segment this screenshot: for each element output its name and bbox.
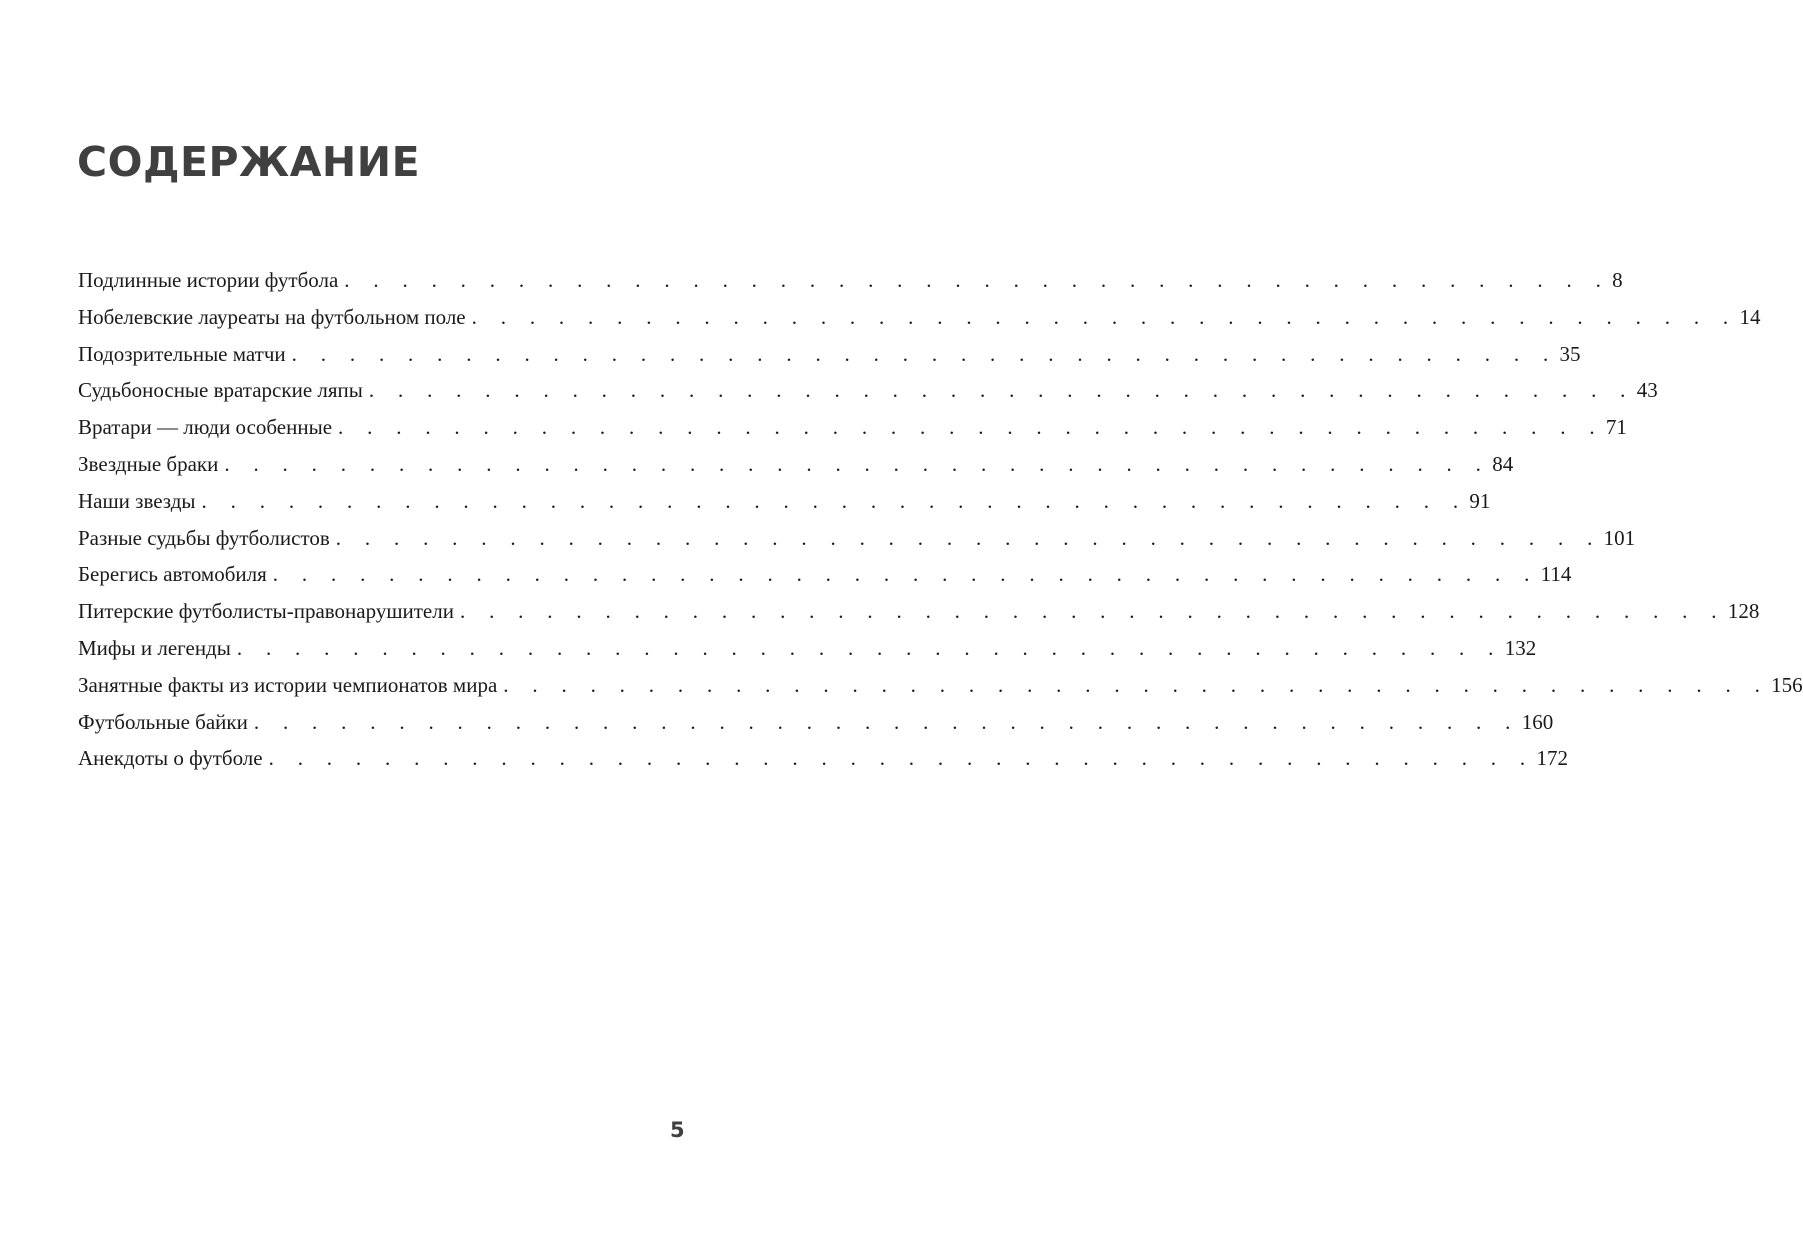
toc-entry[interactable] xyxy=(78,446,1514,483)
toc-entry[interactable] xyxy=(78,299,1761,336)
toc-entry-page: 43 xyxy=(1636,378,1658,403)
toc-entry-page: 156 xyxy=(1771,672,1803,697)
dot-leader: . . . . . . . . . . . . . . . . . . . . . . . . . . . . . . . . . . . . . . . . . . . . xyxy=(201,488,1468,513)
dot-leader: . . . . . . . . . . . . . . . . . . . . . . . . . . . . . . . . . . . . . . . . . . . . xyxy=(268,746,1535,771)
toc-entry[interactable] xyxy=(78,336,1581,373)
dot-leader: . . . . . . . . . . . . . . . . . . . . . . . . . . . . . . . . . . . . . . . . . . . . xyxy=(503,672,1770,697)
toc-entry-title: Судьбоносные вратарские ляпы xyxy=(78,372,369,409)
toc-entry-page: 160 xyxy=(1521,709,1554,734)
toc-entry-title: Анекдоты о футболе xyxy=(78,740,269,777)
dot-leader: . . . . . . . . . . . . . . . . . . . . . . . . . . . . . . . . . . . . . . . . . . . . xyxy=(344,268,1611,292)
toc-entry[interactable] xyxy=(78,740,1568,777)
toc-entry[interactable] xyxy=(78,409,1627,446)
toc-entry-page: 71 xyxy=(1605,415,1627,440)
page-title: СОДЕРЖАНИЕ xyxy=(77,138,421,186)
toc-entry-page: 172 xyxy=(1536,746,1568,771)
toc-entry[interactable] xyxy=(78,704,1554,741)
toc-entry-title: Подозрительные матчи xyxy=(78,336,292,373)
toc-entry-page: 14 xyxy=(1739,304,1761,329)
toc-entry[interactable] xyxy=(78,372,1658,409)
toc-entry-page: 101 xyxy=(1603,525,1636,550)
dot-leader: . . . . . . . . . . . . . . . . . . . . . . . . . . . . . . . . . . . . . . . . . . . . xyxy=(459,599,1726,624)
toc-entry[interactable] xyxy=(78,667,1803,704)
dot-leader: . . . . . . . . . . . . . . . . . . . . . . . . . . . . . . . . . . . . . . . . . . . . xyxy=(471,304,1738,329)
toc-entry-page: 8 xyxy=(1612,268,1623,292)
toc-entry-page: 35 xyxy=(1559,341,1581,366)
dot-leader: . . . . . . . . . . . . . . . . . . . . . . . . . . . . . . . . . . . . . . . . . . . . xyxy=(291,341,1558,366)
toc-entry-title: Берегись автомобиля xyxy=(78,556,273,593)
dot-leader: . . . . . . . . . . . . . . . . . . . . . . . . . . . . . . . . . . . . . . . . . . . . xyxy=(224,451,1491,476)
toc-entry-title: Футбольные байки xyxy=(78,704,254,741)
toc-entry-title: Наши звезды xyxy=(78,483,202,520)
toc-entry-title: Звездные браки xyxy=(78,446,224,483)
dot-leader: . . . . . . . . . . . . . . . . . . . . . . . . . . . . . . . . . . . . . . . . . . . . xyxy=(236,635,1503,660)
toc-entry-title: Нобелевские лауреаты на футбольном поле xyxy=(78,299,472,336)
toc-entry[interactable] xyxy=(78,520,1636,557)
dot-leader: . . . . . . . . . . . . . . . . . . . . . . . . . . . . . . . . . . . . . . . . . . . . xyxy=(368,378,1635,403)
page-number: 5 xyxy=(670,1118,685,1142)
table-of-contents xyxy=(78,262,1803,777)
dot-leader: . . . . . . . . . . . . . . . . . . . . . . . . . . . . . . . . . . . . . . . . . . . . xyxy=(335,525,1602,550)
dot-leader: . . . . . . . . . . . . . . . . . . . . . . . . . . . . . . . . . . . . . . . . . . . . xyxy=(272,562,1539,587)
toc-entry[interactable] xyxy=(78,556,1572,593)
toc-entry[interactable] xyxy=(78,483,1491,520)
toc-entry[interactable] xyxy=(78,630,1537,667)
toc-entry-page: 114 xyxy=(1540,562,1572,587)
toc-entry-page: 91 xyxy=(1469,488,1491,513)
toc-entry-page: 132 xyxy=(1504,635,1537,660)
toc-entry-title: Вратари — люди особенные xyxy=(78,409,338,446)
toc-entry-title: Разные судьбы футболистов xyxy=(78,520,336,557)
toc-entry-page: 128 xyxy=(1727,599,1760,624)
toc-entry-title: Питерские футболисты-правонарушители xyxy=(78,593,460,630)
dot-leader: . . . . . . . . . . . . . . . . . . . . . . . . . . . . . . . . . . . . . . . . . . . . xyxy=(338,415,1604,440)
dot-leader: . . . . . . . . . . . . . . . . . . . . . . . . . . . . . . . . . . . . . . . . . . . . xyxy=(253,709,1520,734)
toc-entry-title: Подлинные истории футбола xyxy=(78,262,344,299)
toc-entry-page: 84 xyxy=(1492,451,1514,476)
toc-entry[interactable] xyxy=(78,593,1760,630)
toc-entry-title: Занятные факты из истории чемпионатов мира xyxy=(78,667,503,704)
toc-entry-title: Мифы и легенды xyxy=(78,630,237,667)
toc-entry[interactable] xyxy=(78,262,1623,299)
